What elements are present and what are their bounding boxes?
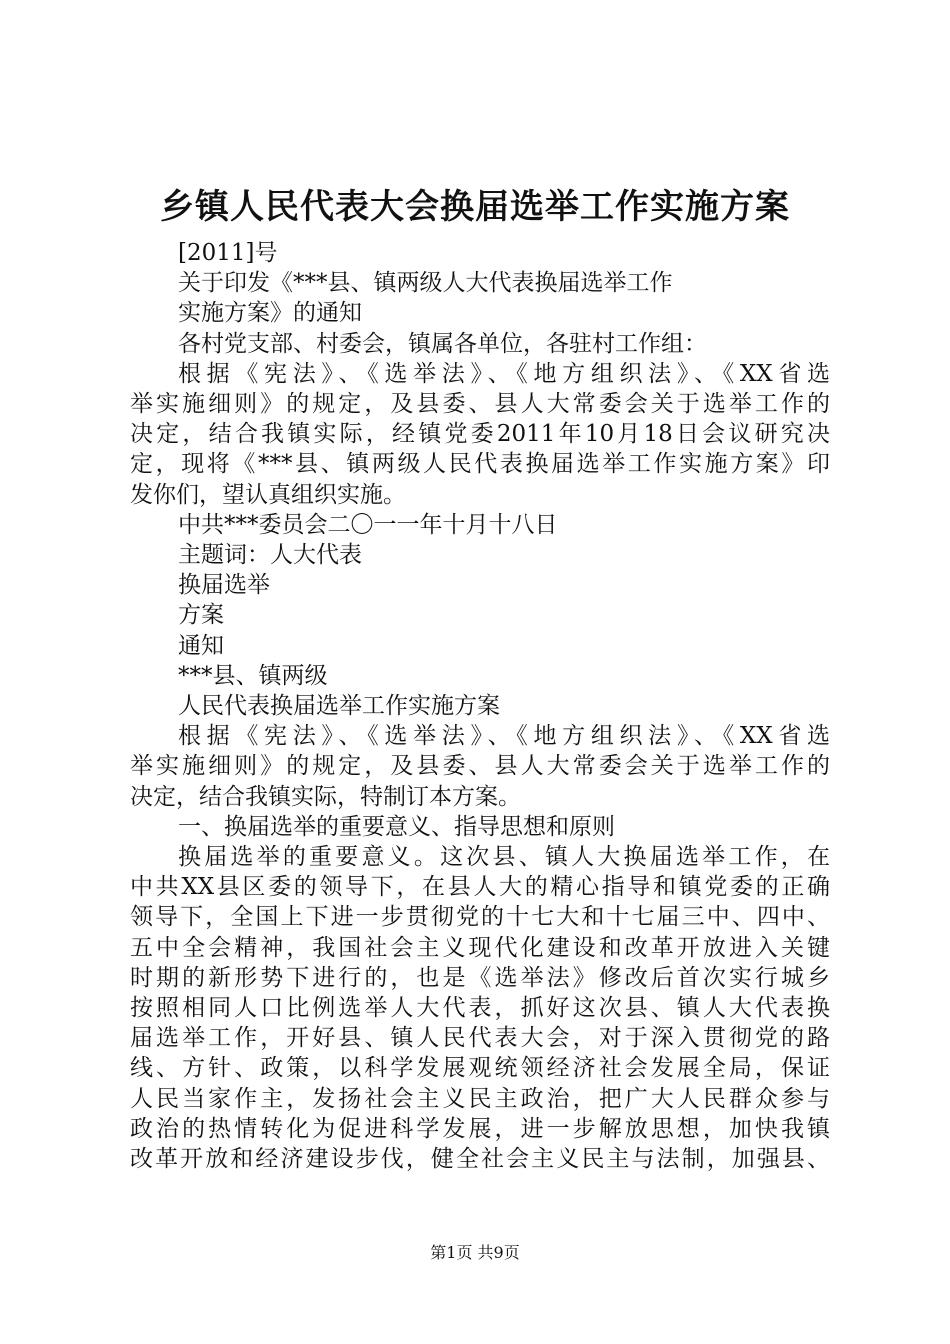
body-line: 五中全会精神，我国社会主义现代化建设和改革开放进入关键 [130,934,830,961]
body-line: 举实施细则》的规定，及县委、县人大常委会关于选举工作的 [130,391,830,418]
body-line: 政治的热情转化为促进科学发展，进一步解放思想，加快我镇 [130,1115,830,1142]
body-line: 线、方针、政策，以科学发展观统领经济社会发展全局，保证 [130,1055,830,1082]
body-line: 实施方案》的通知 [178,300,362,327]
body-line: 发你们，望认真组织实施。 [130,481,406,508]
body-line: 决定，结合我镇实际，特制订本方案。 [130,783,521,810]
body-line: ***县、镇两级 [178,662,328,689]
body-line: 换届选举 [178,572,270,599]
body-line: 主题词：人大代表 [178,542,362,569]
body-line: 定，现将《***县、镇两级人民代表换届选举工作实施方案》印 [130,451,830,478]
body-line: 中共XX县区委的领导下，在县人大的精心指导和镇党委的正确 [130,874,830,901]
body-line: 换届选举的重要意义。这次县、镇人大换届选举工作，在 [178,844,830,871]
body-line: 关于印发《***县、镇两级人大代表换届选举工作 [178,270,673,297]
document-title: 乡镇人民代表大会换届选举工作实施方案 [160,187,790,227]
body-line: 通知 [178,632,224,659]
body-line: 中共***委员会二〇一一年十月十八日 [178,511,558,538]
body-line: 决定，结合我镇实际，经镇党委2011年10月18日会议研究决 [130,421,830,448]
body-line: 举实施细则》的规定，及县委、县人大常委会关于选举工作的 [130,753,830,780]
body-line: 各村党支部、村委会，镇属各单位，各驻村工作组： [178,330,707,357]
document-body [130,238,830,1174]
page-footer: 第1页 共9页 [430,1243,520,1262]
body-line: 时期的新形势下进行的，也是《选举法》修改后首次实行城乡 [130,964,830,991]
body-line: [2011]号 [178,240,278,266]
body-line: 届选举工作，开好县、镇人民代表大会，对于深入贯彻党的路 [130,1025,830,1052]
body-line: 人民当家作主，发扬社会主义民主政治，把广大人民群众参与 [130,1085,830,1112]
body-line: 方案 [178,602,224,629]
body-line: 领导下，全国上下进一步贯彻党的十七大和十七届三中、四中、 [130,904,830,931]
body-line: 人民代表换届选举工作实施方案 [178,693,500,720]
body-line: 按照相同人口比例选举人大代表，抓好这次县、镇人大代表换 [130,995,830,1022]
body-line: 一、换届选举的重要意义、指导思想和原则 [178,813,615,840]
body-line: 根据《宪法》、《选举法》、《地方组织法》、《XX省选 [178,360,830,387]
body-line: 改革开放和经济建设步伐，健全社会主义民主与法制，加强县、 [130,1146,830,1173]
body-line: 根据《宪法》、《选举法》、《地方组织法》、《XX省选 [178,723,830,750]
